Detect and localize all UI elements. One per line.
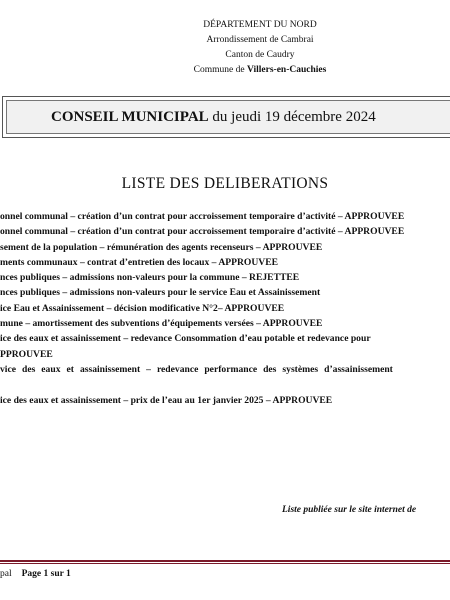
list-item: ice des eaux et assainissement – prix de l’eau au 1er janvier 2025 – APPROUVEE: [0, 394, 333, 406]
title-box: [2, 96, 450, 138]
list-item: ice Eau et Assainissement – décision modificative N°2– APPROUVEE: [0, 302, 285, 314]
footer-divider-thin: [0, 563, 450, 564]
list-item: nces publiques – admissions non-valeurs pour le service Eau et Assainissement: [0, 287, 321, 299]
list-heading: LISTE DES DELIBERATIONS: [121, 175, 329, 192]
department-line: DÉPARTEMENT DU NORD: [203, 20, 317, 30]
commune-prefix: Commune de: [193, 65, 245, 75]
commune-name: Villers-en-Cauchies: [246, 65, 327, 75]
list-item: mune – amortissement des subventions d’équipements versées – APPROUVEE: [0, 318, 323, 330]
commune-line: [160, 63, 360, 78]
page-of-label: sur 1: [50, 569, 71, 579]
list-item: vice des eaux et assainissement – redevance performance des systèmes d’assainissement: [0, 363, 393, 375]
page-label: Page 1: [21, 569, 49, 579]
list-item: ice des eaux et assainissement – redevance Consommation d’eau potable et redevance pour: [0, 333, 371, 345]
letterhead: [160, 18, 360, 78]
list-item: ments communaux – contrat d’entretien des locaux – APPROUVEE: [0, 256, 279, 268]
page-number: [22, 569, 71, 579]
list-item: onnel communal – création d’un contrat pour accroissement temporaire d’activité – APPROUVEE: [0, 211, 405, 222]
title-date: du jeudi 19 décembre 2024: [212, 109, 376, 125]
list-item: PPROUVEE: [0, 348, 53, 360]
page-title: [51, 109, 376, 126]
title-bold: CONSEIL MUNICIPAL: [51, 109, 209, 125]
list-item: onnel communal – création d’un contrat pour accroissement temporaire d’activité – APPROUVEE: [0, 226, 405, 238]
page-footer: [0, 569, 71, 579]
published-note: Liste publiée sur le site internet de: [282, 505, 417, 515]
list-item: sement de la population – rémunération des agents recenseurs – APPROUVEE: [0, 241, 323, 253]
deliberation-list: [0, 209, 450, 408]
footer-divider: [0, 560, 450, 562]
canton-line: Canton de Caudry: [225, 50, 295, 60]
list-item: [0, 377, 450, 392]
list-item: nces publiques – admissions non-valeurs pour la commune – REJETTEE: [0, 272, 300, 284]
footer-left-text: pal: [0, 569, 12, 579]
arrondissement-line: Arrondissement de Cambrai: [206, 35, 314, 45]
